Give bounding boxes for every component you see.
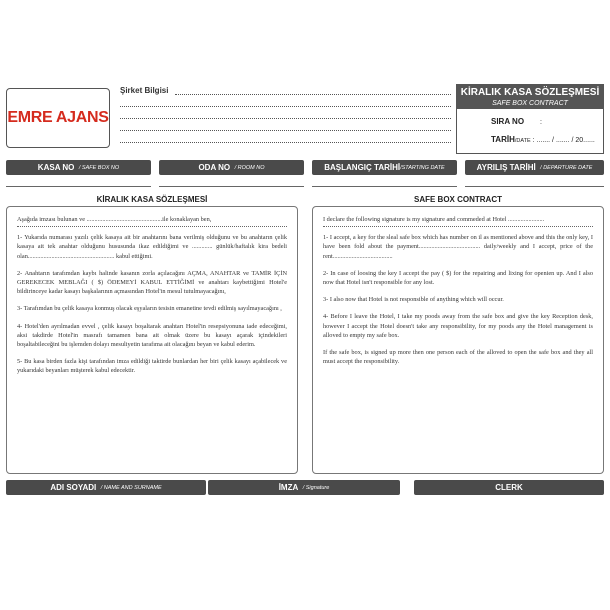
company-info-line-1	[175, 94, 451, 95]
starting-date-bar	[312, 160, 457, 175]
signature-label-en: / Signature	[302, 484, 330, 491]
turkish-intro-line	[17, 226, 287, 227]
departure-date-label: AYRILIŞ TARİHİ	[476, 163, 536, 172]
starting-date-entry-line[interactable]	[312, 186, 457, 187]
tarih-label: TARİH	[491, 135, 515, 144]
contract-title-bar	[457, 85, 603, 109]
company-logo	[6, 88, 110, 148]
room-no-entry-line[interactable]	[159, 186, 304, 187]
turkish-clause-5: 5- Bu kasa birden fazla kişi tarafından imza edildiği taktirde bunlardan her biri çelik kasayı açabilecek ve yukarıdaki beyanları müşterek kabul edecektir.	[17, 358, 287, 375]
english-intro-line	[323, 226, 593, 227]
safe-box-no-entry-line[interactable]	[6, 186, 151, 187]
company-info-label: Şirket Bilgisi	[120, 86, 169, 95]
signature-bar	[208, 480, 400, 495]
english-clause-4: 4- Before I leave the Hotel, I take my poods away from the safe box and give the key Reception desk, however I accept the Hotel doesn't take any responsibility, for my poods any the Hotel management is alloved to empty my safe box.	[323, 313, 593, 339]
turkish-clause-4: 4- Hotel'den ayrılmadan evvel , çelik kasayı boşaltarak anahtarı Hotel'in resepsiyonuna iade edeceğimi, aksi takdirde Hotel'in masrafı tamamen bana ait olmak üzere bu kasayı açarak içindekileri boşaltabileceğini bu işlemden dolayı mesuliyetin tarafıma ait olacağını beyan ve kabul ederim.	[17, 322, 287, 349]
company-info-line-5	[120, 142, 451, 143]
turkish-clause-2: 2- Anahtarın tarafımdan kaybı halinde kasanın zorla açılacağını AÇMA, ANAHTAR ve TAMİR İÇİN GEREKECEK MEBLAĞI ( $) ÖDEMEYİ KABUL ETTİĞİMİ ve anahtarı kaybettiğimi Hotel'e bildirinceye kadar kasayı başkalarının açmasından Hotel'in mesul tutulmayacağını,	[17, 269, 287, 296]
room-no-label: ODA NO	[198, 163, 231, 172]
logo-text: EMRE AJANS	[7, 109, 109, 126]
safe-box-no-label-en: / SAFE BOX NO	[78, 164, 120, 171]
room-no-label-en: / ROOM NO	[234, 164, 265, 171]
sira-no-separator: :	[540, 119, 542, 126]
safe-box-no-bar	[6, 160, 151, 175]
safe-box-no-label: KASA NO	[37, 163, 75, 172]
english-contract-panel	[312, 206, 604, 474]
turkish-clause-3: 3- Tarafımdan bu çelik kasaya konmuş olacak eşyaların tesisin emanetine tevdi edilmiş sayılmayacağını ,	[17, 305, 282, 313]
company-info-line-3	[120, 118, 451, 119]
english-clause-2: 2- In case of loosing the key I accept the pay ( $) for the repairing and lixing for openien up. And I also now that Hotel isn't responsible for any lost.	[323, 269, 593, 287]
signature-label: İMZA	[278, 483, 299, 492]
company-info-line-4	[120, 130, 451, 131]
english-intro: I declare the following signature is my signature and commeded at Hotel .......................	[323, 216, 545, 223]
name-surname-bar	[6, 480, 206, 495]
left-panel-title: KİRALIK KASA SÖZLEŞMESİ	[96, 195, 208, 204]
english-clause-5: If the safe box, is signed up more then one person each of the alloved to open the safe box and they all must accept the responsibility.	[323, 349, 593, 366]
clerk-label: CLERK	[495, 483, 523, 492]
starting-date-label-en: /STARTING DATE	[400, 164, 445, 171]
name-surname-label: ADI SOYADI	[50, 483, 97, 492]
starting-date-label: BAŞLANGIÇ TARİHİ	[324, 163, 401, 172]
sira-no-row	[491, 117, 542, 126]
company-info-line-2	[120, 106, 451, 107]
turkish-contract-panel	[6, 206, 298, 474]
contract-subtitle: SAFE BOX CONTRACT	[492, 100, 568, 107]
sira-no-label: SIRA NO	[491, 117, 525, 126]
contract-title-box	[456, 84, 604, 154]
room-no-bar	[159, 160, 304, 175]
tarih-label-en: /DATE	[514, 138, 531, 144]
turkish-clause-1: 1- Yukarıda numarası yazılı çelik kasaya ait bir anahtarını bana verilmiş olduğunu ve bu anahtarın çelik kasaya ait tek anahtar olduğunu hususunda ikaz edildiğimi ve ............. günlük/haftalık kira bedeli olan....................................................... kabul ettiğimi.	[17, 234, 287, 260]
contract-title: KİRALIK KASA SÖZLEŞMESİ	[460, 87, 600, 98]
turkish-intro: Aşağıda imzası bulunan ve ................................................ile konaklayan ben,	[17, 216, 212, 223]
clerk-bar	[414, 480, 604, 495]
right-panel-title: SAFE BOX CONTRACT	[414, 195, 502, 204]
departure-date-label-en: / DEPARTURE DATE	[540, 164, 593, 171]
tarih-value: : ....... / ....... / 20......	[532, 137, 595, 144]
tarih-row	[491, 135, 595, 144]
english-clause-3: 3- I also now that Hotel is not responsible of anything which will occur.	[323, 296, 504, 304]
name-surname-label-en: / NAME AND SURNAME	[100, 484, 162, 491]
departure-date-entry-line[interactable]	[465, 186, 604, 187]
departure-date-bar	[465, 160, 604, 175]
english-clause-1: 1- I accept, a key for the sleal safe box which has number on il as mentioned above and this the only key, I have been fold about the payment....................................... daily/weekly and I accept, price of the rent......................................	[323, 234, 593, 260]
